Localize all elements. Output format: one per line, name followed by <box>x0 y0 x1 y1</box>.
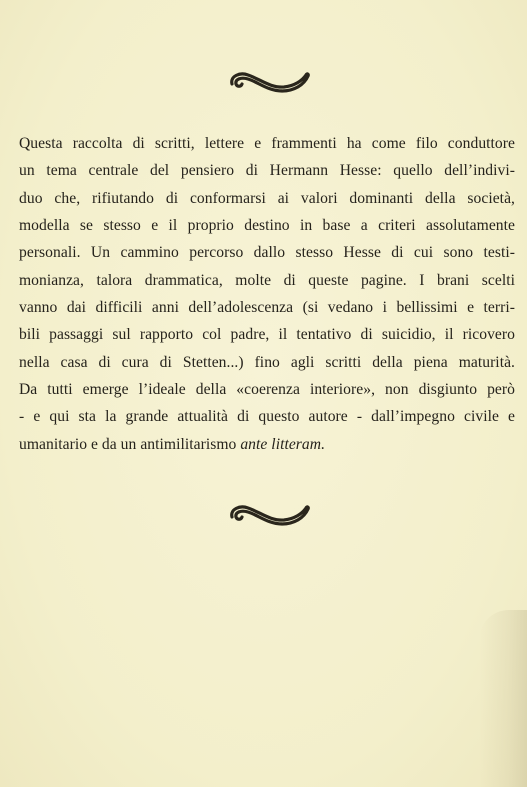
paper-stain <box>479 610 527 787</box>
paragraph-line: modella se stesso e il proprio destino in base a criteri assolutamente <box>19 217 515 235</box>
paragraph-line: un tema centrale del pensiero di Hermann Hesse: quello dell’indivi- <box>19 162 515 180</box>
last-line-text: umanitario e da un antimilitarismo <box>19 435 241 453</box>
swash-ornament-icon <box>226 499 312 529</box>
paragraph-line: monianza, talora drammatica, molte di queste pagine. I brani scelti <box>19 271 515 289</box>
paragraph-line: vanno dai difficili anni dell’adolescenza (si vedano i bellissimi e terri- <box>19 299 515 317</box>
paragraph-line: - e qui sta la grande attualità di questo autore - dall’impegno civile e <box>19 408 515 426</box>
paragraph-line: nella casa di cura di Stetten...) fino agli scritti della piena maturità. <box>19 353 515 371</box>
paragraph-last-line <box>19 431 515 458</box>
swash-ornament-icon <box>226 66 312 96</box>
paragraph-line: personali. Un cammino percorso dallo stesso Hesse di cui sono testi- <box>19 244 515 262</box>
paragraph-line: bili passaggi sul rapporto col padre, il tentativo di suicidio, il ricovero <box>19 326 515 344</box>
description-paragraph <box>19 130 515 458</box>
paragraph-line: duo che, rifiutando di conformarsi ai valori dominanti della società, <box>19 189 515 207</box>
paragraph-line: Questa raccolta di scritti, lettere e frammenti ha come filo conduttore <box>19 135 515 152</box>
paragraph-line: Da tutti emerge l’ideale della «coerenza interiore», non disgiunto però <box>19 381 515 399</box>
italic-phrase: ante litteram. <box>240 435 326 453</box>
